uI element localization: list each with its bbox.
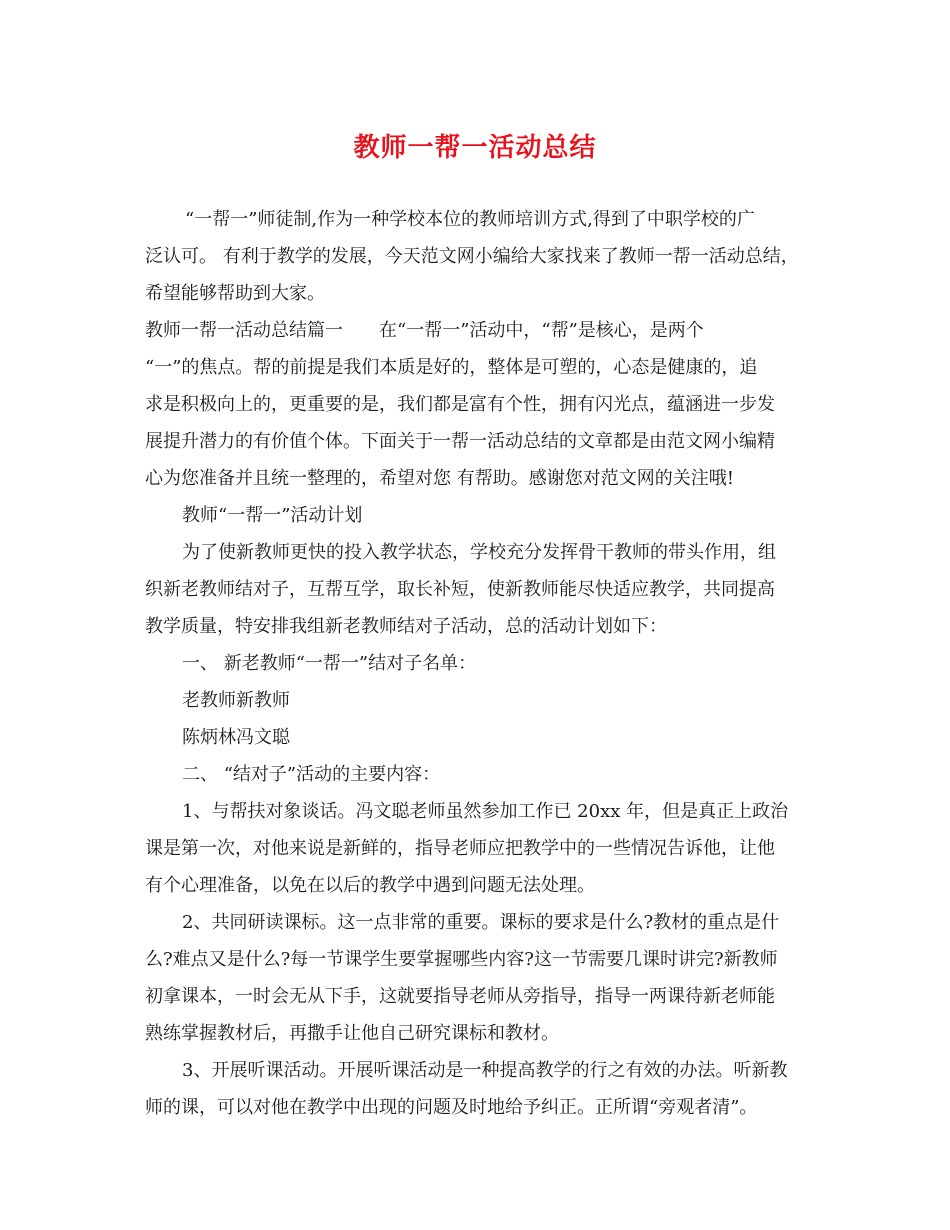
text-line: 课是第一次，对他来说是新鲜的，指导老师应把教学中的一些情况告诉他，让他 xyxy=(145,838,775,859)
text-line: 希望能够帮助到大家。 xyxy=(145,283,325,304)
text-line: 展提升潜力的有价值个体。下面关于一帮一活动总结的文章都是由范文网小编精 xyxy=(145,431,775,452)
text-line: 求是积极向上的，更重要的是，我们都是富有个性，拥有闪光点，蕴涵进一步发 xyxy=(145,394,775,415)
text-line: 2、共同研读课标。这一点非常的重要。课标的要求是什么?教材的重点是什 xyxy=(182,912,780,933)
list-heading: 一、 新老教师“一帮一”结对子名单： xyxy=(182,653,477,674)
text-line: 教师一帮一活动总结篇一 在“一帮一”活动中，“帮”是核心，是两个 xyxy=(145,320,704,341)
list-heading: 二、 “结对子”活动的主要内容： xyxy=(182,764,441,785)
text-line: 教学质量，特安排我组新老教师结对子活动，总的活动计划如下： xyxy=(145,616,667,637)
text-line: 泛认可。 有利于教学的发展，今天范文网小编给大家找来了教师一帮一活动总结， xyxy=(145,246,799,267)
section-heading: 教师“一帮一”活动计划 xyxy=(182,505,363,526)
text-line: “一”的焦点。帮的前提是我们本质是好的，整体是可塑的，心态是健康的，追 xyxy=(145,357,758,378)
text-line: 老教师新教师 xyxy=(182,690,290,711)
text-line: 初拿课本，一时会无从下手，这就要指导老师从旁指导，指导一两课待新老师能 xyxy=(145,986,775,1007)
document-title: 教师一帮一活动总结 xyxy=(353,133,597,163)
text-line: “一帮一”师徒制,作为一种学校本位的教师培训方式,得到了中职学校的广 xyxy=(185,209,755,230)
text-line: 熟练掌握教材后，再撒手让他自己研究课标和教材。 xyxy=(145,1023,559,1044)
text-line: 织新老教师结对子，互帮互学，取长补短，使新教师能尽快适应教学，共同提高 xyxy=(145,579,775,600)
text-line: 3、开展听课活动。开展听课活动是一种提高教学的行之有效的办法。听新教 xyxy=(182,1060,788,1081)
text-line: 1、与帮扶对象谈话。冯文聪老师虽然参加工作已 20xx 年，但是真正上政治 xyxy=(182,801,789,822)
text-line: 师的课，可以对他在教学中出现的问题及时地给予纠正。正所谓“旁观者清”。 xyxy=(145,1097,758,1118)
text-line: 心为您准备并且统一整理的，希望对您 有帮助。感谢您对范文网的关注哦! xyxy=(145,468,734,489)
text-line: 为了使新教师更快的投入教学状态，学校充分发挥骨干教师的带头作用，组 xyxy=(182,542,776,563)
text-line: 有个心理准备，以免在以后的教学中遇到问题无法处理。 xyxy=(145,875,595,896)
text-line: 陈炳林冯文聪 xyxy=(182,727,290,748)
text-line: 么?难点又是什么?每一节课学生要掌握哪些内容?这一节需要几课时讲完?新教师 xyxy=(145,949,778,970)
